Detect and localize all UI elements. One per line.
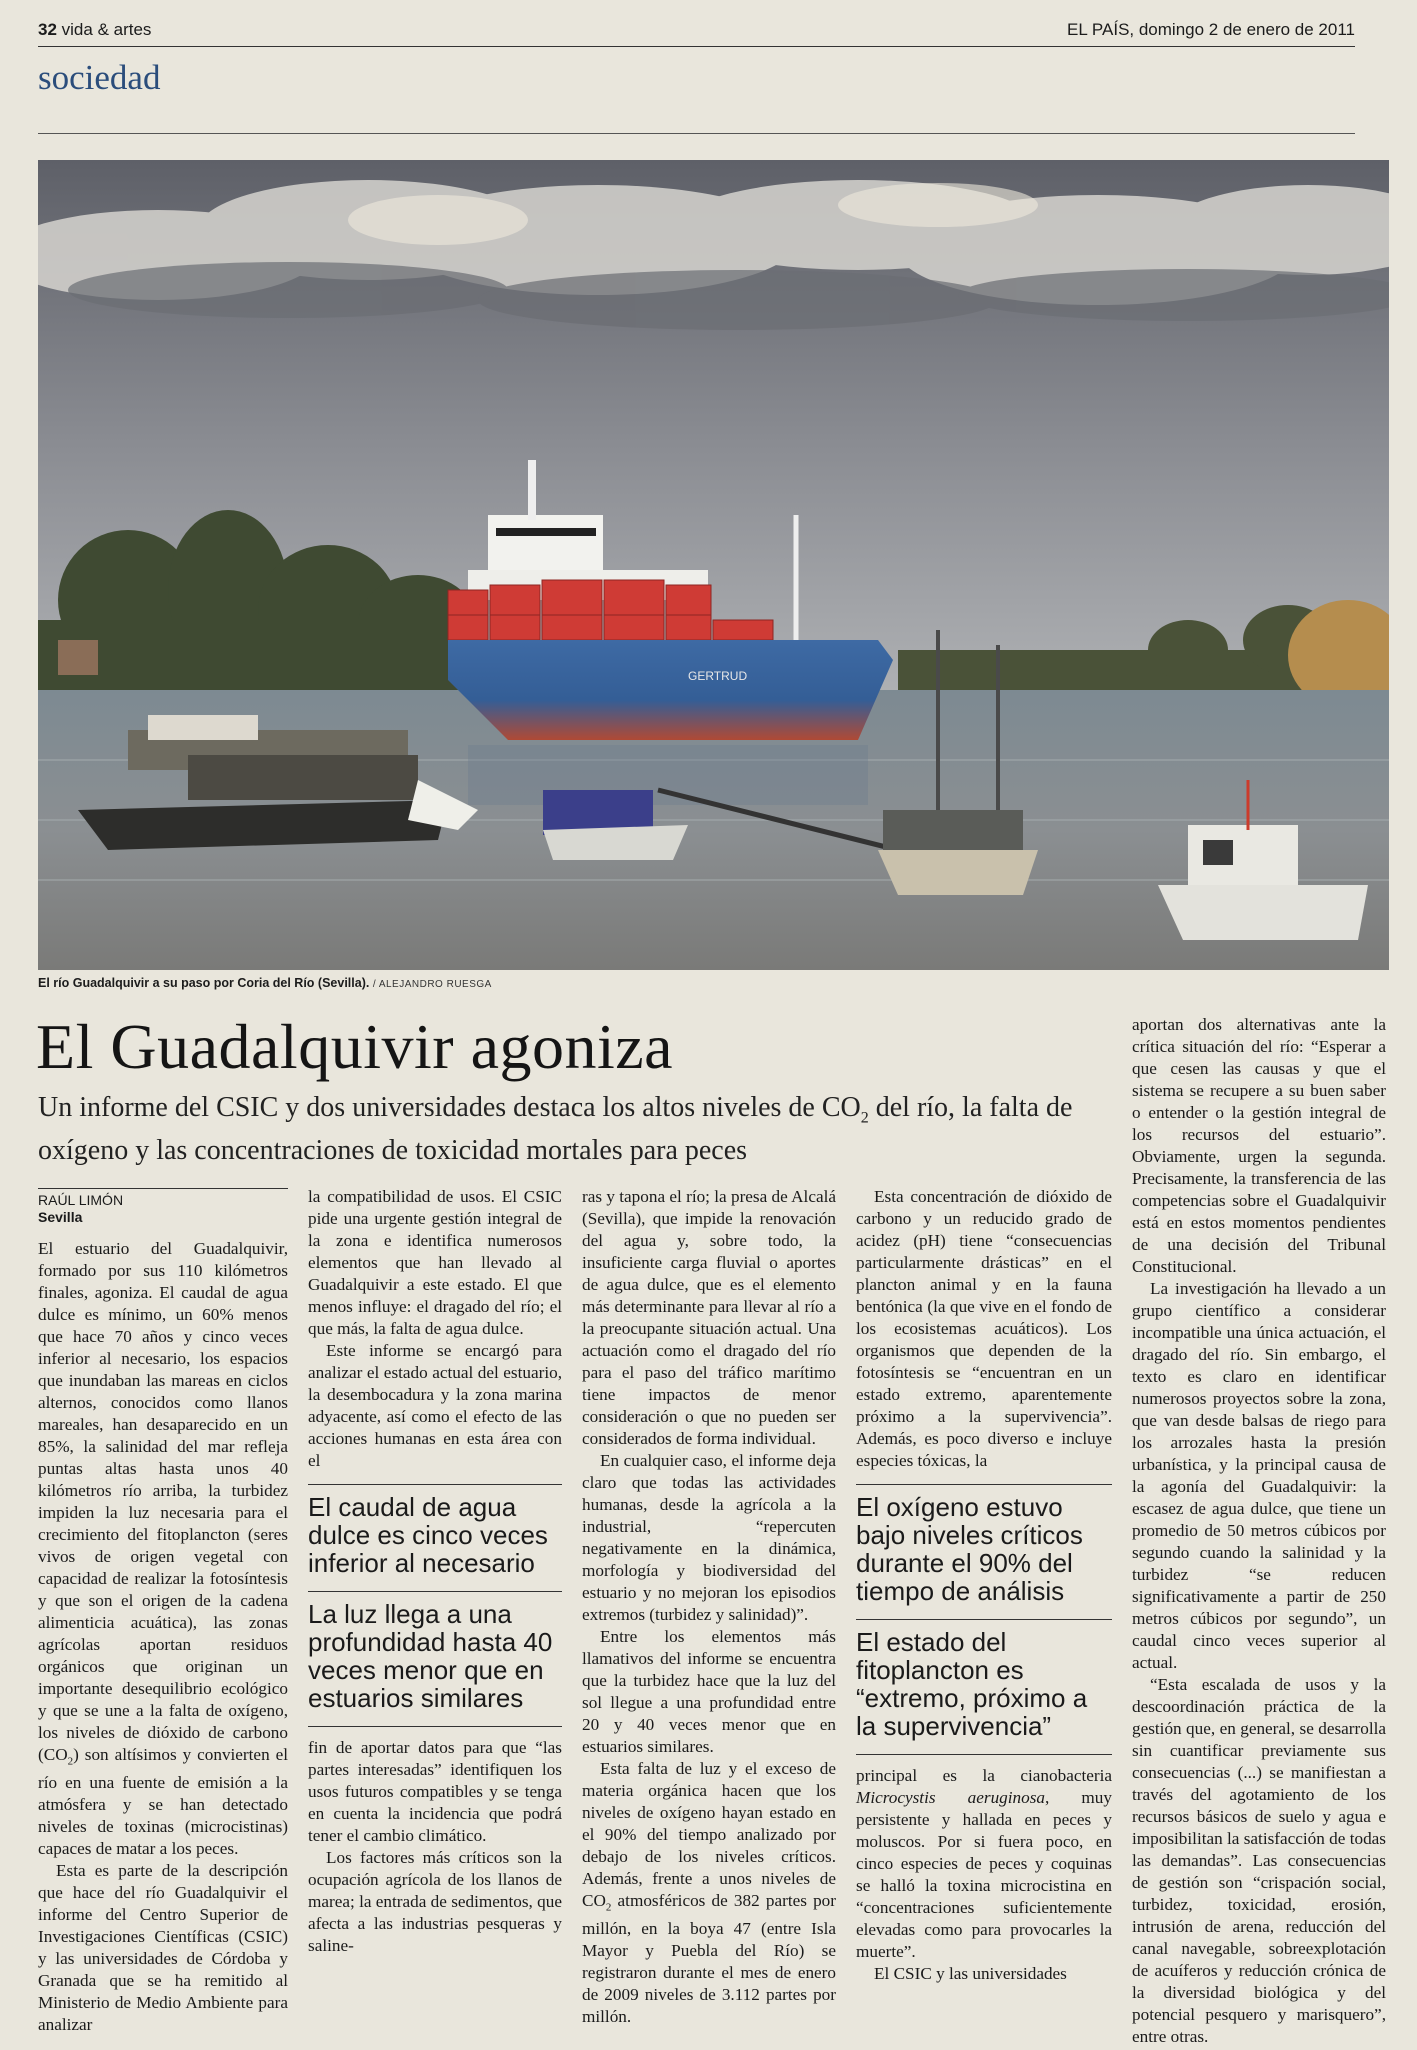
paragraph: la compatibilidad de usos. El CSIC pide una urgente gestión integral de la zona e identifica numerosos elementos que han llevado al Guadalquivir a este estado. El que menos influye: el dragado del río; el que más, la falta de agua dulce.: [308, 1187, 562, 1338]
deck-text-1: Un informe del CSIC y dos universidades destaca los altos niveles de CO: [38, 1092, 861, 1123]
page-folio: [38, 20, 151, 40]
pull-quote: La luz llega a una profundidad hasta 40 veces menor que en estuarios similares: [308, 1591, 562, 1726]
paragraph: Esta concentración de dióxido de carbono y un reducido grado de acidez (pH) tiene “consecuencias particularmente drásticas” en el plancton animal y en la fauna bentónica (la que vive en el fondo de los ecosistemas acuáticos). Los organismos que dependen de la fotosíntesis se “encuentran en un estado extremo, aparentemente próximo a la supervivencia”. Además, es poco diverso e incluye especies tóxicas, la: [856, 1187, 1112, 1470]
page-number: 32: [38, 20, 57, 39]
paragraph: principal es la cianobacteria Microcystis aeruginosa, muy persistente y hallada en peces y moluscos. Por si fuera poco, en cinco especies de peces y coquinas se halló la toxina microcistina en “concentraciones suficientemente elevadas como para provocarles la muerte”.: [856, 1766, 1112, 1961]
paragraph: “Esta escalada de usos y la descoordinación práctica de la gestión que, en general, se desarrolla sin cuantificar previamente sus consecuencias (...) se manifiestan a través del agotamiento de los recursos básicos de suelo y agua e imposibilitan la satisfacción de todas las demandas”. Las consecuencias de gestión son “crispación social, turbidez, toxicidad, erosión, intrusión de arena, reducción del canal navegable, sobreexplotación de acuíferos y reducción crónica de la diversidad biológica y del potencial pesquero y marisquero”, entre otras.: [1132, 1675, 1386, 2046]
article-column-5: [1132, 1014, 1386, 2048]
article-column-4: [856, 1186, 1112, 1985]
pull-quote: El estado del fitoplancton es “extremo, próximo a la supervivencia”: [856, 1619, 1112, 1754]
pull-quote-box: [856, 1484, 1112, 1755]
paragraph: Entre los elementos más llamativos del informe se encuentra que la turbidez hace que la luz del sol llegue a una profundidad entre 20 y 40 veces menor que en estuarios similares.: [582, 1627, 836, 1756]
byline-place: Sevilla: [38, 1209, 83, 1225]
paragraph: La investigación ha llevado a un grupo científico a considerar incompatible una única actuación, el dragado del río. Sin embargo, el texto es claro en identificar numerosos proyectos sobre la zona, que van desde balsas de riego para los arrozales hasta la presión urbanística, y la principal causa de la agonía del Guadalquivir: la escasez de agua dulce, que tiene un promedio de 50 metros cúbicos por segundo cuando la salinidad y la turbidez “se reducen significativamente a partir de 250 metros cúbicos por segundo”, un caudal cinco veces superior al actual.: [1132, 1279, 1386, 1672]
paragraph: fin de aportar datos para que “las partes interesadas” identifiquen los usos futuros compatibles y se tenga en cuenta la incidencia que podrá tener el cambio climático.: [308, 1738, 562, 1845]
caption-text: El río Guadalquivir a su paso por Coria del Río (Sevilla).: [38, 976, 370, 990]
article-column-3: [582, 1186, 836, 2028]
author-name: RAÚL LIMÓN: [38, 1192, 124, 1208]
section-title: sociedad: [38, 58, 161, 97]
river-photo: [38, 160, 1389, 970]
paragraph: Este informe se encargó para analizar el estado actual del estuario, la desembocadura y la zona marina adyacente, así como el efecto de las acciones humanas en esta área con el: [308, 1341, 562, 1470]
article-column-1: [38, 1188, 288, 2036]
paragraph: aportan dos alternativas ante la crítica situación del río: “Esperar a que cesen las causas y que el sistema se recupere a su buen saber o entender o la gestión integral de los recursos del estuario”. Obviamente, urgen la segunda. Precisamente, la transferencia de las competencias sobre el Guadalquivir está en estos momentos pendientes de una decisión del Tribunal Constitucional.: [1132, 1015, 1386, 1276]
page-section-label: vida & artes: [61, 20, 152, 39]
pull-quote-box: [308, 1484, 562, 1727]
paragraph: ras y tapona el río; la presa de Alcalá (Sevilla), que impide la renovación del agua y, sobre todo, la insuficiente carga fluvial o aportes de agua dulce, que es el elemento más determinante para llevar al río a la preocupante situación actual. Una actuación como el dragado del río para el paso del tráfico marítimo tiene impactos de menor consideración o que no pueden ser considerados de forma individual.: [582, 1187, 836, 1448]
ship-name-label: GERTRUD: [688, 669, 748, 683]
section-rule: [38, 133, 1355, 134]
photo-credit: / ALEJANDRO RUESGA: [372, 979, 492, 990]
article-deck: [38, 1092, 1088, 1167]
deck-subscript: 2: [860, 1109, 869, 1127]
article-byline: [38, 1188, 288, 1226]
photo-caption: [38, 976, 492, 990]
paragraph: El CSIC y las universidades: [874, 1964, 1067, 1983]
article-column-2: [308, 1186, 562, 1957]
pull-quote: El oxígeno estuvo bajo niveles críticos durante el 90% del tiempo de análisis: [856, 1484, 1112, 1619]
newspaper-dateline: EL PAÍS, domingo 2 de enero de 2011: [1067, 20, 1355, 39]
header-rule: [38, 46, 1355, 47]
pull-quote: El caudal de agua dulce es cinco veces inferior al necesario: [308, 1484, 562, 1591]
paragraph: En cualquier caso, el informe deja claro que todas las actividades humanas, desde la agrícola a la industrial, “repercuten negativamente en la dinámica, morfología y biodiversidad del estuario y no mejoran los episodios extremos (turbidez y salinidad)”.: [582, 1451, 836, 1624]
paragraph: Los factores más críticos son la ocupación agrícola de los llanos de marea; la entrada de sedimentos, que afecta a las industrias pesqueras y saline-: [308, 1848, 562, 1955]
paragraph: El estuario del Guadalquivir, formado por sus 110 kilómetros finales, agoniza. El caudal de agua dulce es mínimo, un 60% menos que hace 70 años y cinco veces inferior al necesario, los espacios que inundaban las mareas en ciclos alternos, conocidos como llanos mareales, han desaparecido en un 85%, la salinidad del mar refleja puntas altas hasta unos 40 kilómetros río arriba, la turbidez impiden la luz necesaria para el crecimiento del fitoplancton (seres vivos de origen vegetal con capacidad de realizar la fotosíntesis y que son el origen de la cadena alimenticia acuática), las zonas agrícolas aportan residuos orgánicos que originan un importante desequilibrio ecológico y que se une a la falta de oxígeno, los niveles de dióxido de carbono $(CO_2)$ son altísimos y convierten el río en una fuente de emisión a la atmósfera y se han detectado niveles de toxinas (microcistinas) capaces de matar a los peces.: [38, 1239, 288, 1859]
article-headline: El Guadalquivir agoniza: [36, 1011, 674, 1082]
deck-text-2: del río, la falta de oxígeno y las concentraciones de toxicidad mortales para peces: [38, 1092, 1073, 1166]
paragraph: Esta es parte de la descripción que hace del río Guadalquivir el informe del Centro Superior de Investigaciones Científicas (CSIC) y las universidades de Córdoba y Granada que se ha remitido al Ministerio de Medio Ambiente para analizar: [38, 1861, 288, 2035]
paragraph: Esta falta de luz y el exceso de materia orgánica hacen que los niveles de oxígeno hayan estado en el 90% del tiempo analizado por debajo de los niveles críticos. Además, frente a unos niveles de $CO_2$ atmosféricos de 382 partes por millón, en la boya 47 (entre Isla Mayor y Puebla del Río) se registraron durante el mes de enero de 2009 niveles de 3.112 partes por millón.: [582, 1759, 836, 2027]
